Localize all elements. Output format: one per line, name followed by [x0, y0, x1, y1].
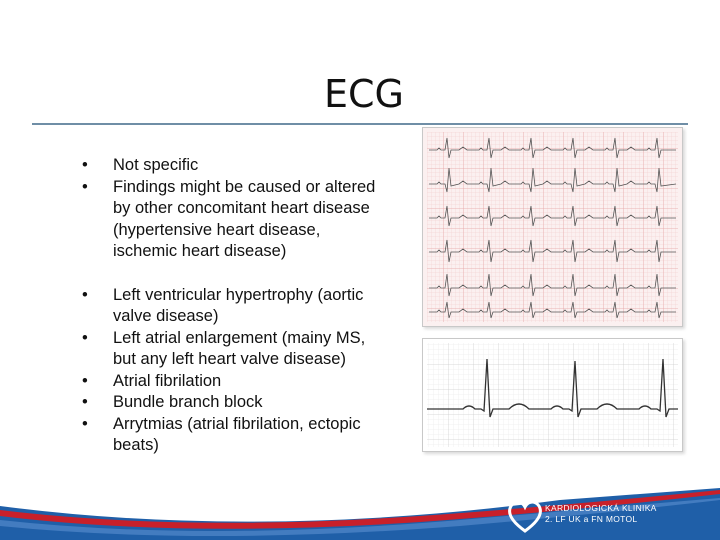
- bullet-text: Atrial fibrilation: [113, 371, 222, 390]
- bullet-item: [82, 177, 387, 263]
- title-underline: [32, 123, 688, 125]
- bullet-marker: •: [82, 177, 88, 196]
- bullet-marker: •: [82, 393, 88, 411]
- bullet-item: [82, 414, 387, 457]
- bullet-text: Left ventricular hypertrophy (aortic valve disease): [113, 285, 364, 325]
- bullet-marker: •: [82, 328, 88, 347]
- ecg-rhythm-strip-image: [422, 338, 683, 452]
- clinic-name-line2: 2. LF UK a FN MOTOL: [545, 514, 638, 524]
- bullet-group-gap: [82, 263, 387, 285]
- clinic-name-line1: KARDIOLOGICKÁ KLINIKA: [545, 503, 657, 513]
- slide-title: ECG: [324, 72, 404, 116]
- bullet-marker: •: [82, 285, 88, 304]
- bullet-text: Arrytmias (atrial fibrilation, ectopic beats): [113, 414, 361, 454]
- clinic-logo-text: [545, 503, 657, 525]
- bullet-item: [82, 392, 387, 414]
- bullet-item: [82, 155, 387, 177]
- bullet-marker: •: [82, 414, 88, 433]
- bullet-item: [82, 285, 387, 328]
- ecg-12-lead-image: [422, 127, 683, 327]
- bullet-text: Findings might be caused or altered by other concomitant heart disease (hypertensive heart disease, ischemic heart disease): [113, 177, 376, 260]
- bullet-marker: •: [82, 156, 88, 174]
- bullet-marker: •: [82, 371, 88, 390]
- bullet-text: Not specific: [113, 156, 199, 174]
- bullet-item: [82, 328, 387, 371]
- bullet-text: Left atrial enlargement (mainy MS, but any left heart valve disease): [113, 328, 366, 368]
- bullet-text: Bundle branch block: [113, 393, 263, 411]
- bullet-list: [82, 155, 387, 457]
- bullet-item: [82, 371, 387, 393]
